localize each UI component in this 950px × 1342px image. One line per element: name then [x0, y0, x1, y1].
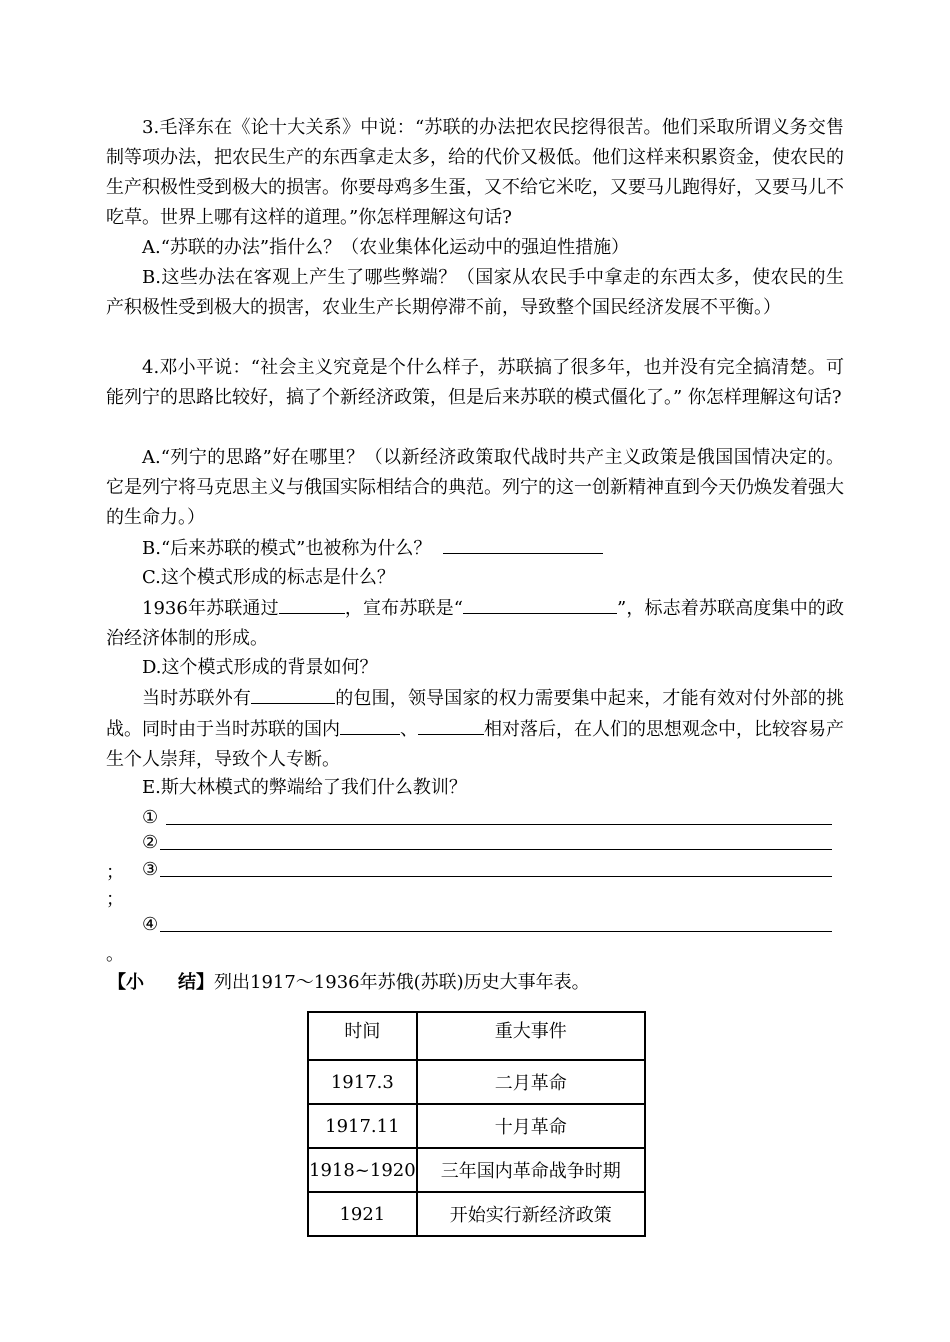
lesson-tail-2: ； [106, 889, 124, 910]
table-row [308, 1148, 645, 1192]
d-fill-part-4: 相对落后，在人们的思想观念中，比较容易产生个人崇拜，导致个人专断。 [106, 719, 844, 770]
question-4-c: C.这个模式形成的标志是什么？ [142, 567, 395, 588]
cell-event: 开始实行新经济政策 [417, 1192, 645, 1236]
question-4-b-text: B.“后来苏联的模式”也被称为什么？ [142, 538, 432, 559]
cell-event: 三年国内革命战争时期 [417, 1148, 645, 1192]
timeline-table [307, 1011, 646, 1237]
d-fill-part-1: 当时苏联外有 [142, 688, 252, 709]
answer-blank[interactable] [443, 533, 603, 554]
c-fill-part-1: 1936年苏联通过 [142, 598, 279, 619]
answer-rule [160, 849, 832, 850]
question-3-a: A.“苏联的办法”指什么？（农业集体化运动中的强迫性措施） [142, 237, 630, 258]
answer-rule [166, 824, 832, 825]
question-3: 3.毛泽东在《论十大关系》中说：“苏联的办法把农民挖得很苦。他们采取所谓义务交售制等项办法，把农民生产的东西拿走太多，给的代价又极低。他们这样来积累资金，使农民的生产积极性受到极大的损害。你要母鸡多生蛋，又不给它米吃，又要马儿跑得好，又要马儿不吃草。世界上哪有这样的道理。”你怎样理解这句话? [106, 117, 844, 228]
question-4-d: D.这个模式形成的背景如何？ [142, 657, 378, 678]
summary-label-close: 结】 [178, 972, 214, 993]
table-row [308, 1104, 645, 1148]
cell-time: 1917.11 [308, 1104, 417, 1148]
cell-time: 1918~1920 [308, 1148, 417, 1192]
header-time: 时间 [308, 1012, 417, 1060]
answer-rule [160, 876, 832, 877]
question-4-e: E.斯大林模式的弊端给了我们什么教训？ [142, 777, 467, 798]
question-4-d-fill [106, 683, 844, 775]
question-4-a: A.“列宁的思路”好在哪里？（以新经济政策取代战时共产主义政策是俄国国情决定的。它是列宁将马克思主义与俄国实际相结合的典范。列宁的这一创新精神直到今天仍焕发着强大的生命力。） [106, 447, 844, 528]
summary-text: 列出1917～1936年苏俄(苏联)历史大事年表。 [214, 972, 590, 993]
answer-rule [160, 931, 832, 932]
question-4-c-fill [106, 593, 844, 654]
cell-event: 十月革命 [417, 1104, 645, 1148]
question-4: 4.邓小平说：“社会主义究竟是个什么样子，苏联搞了很多年，也并没有完全搞清楚。可能列宁的思路比较好，搞了个新经济政策，但是后来苏联的模式僵化了。” 你怎样理解这句话? [106, 357, 844, 408]
summary-heading [108, 968, 590, 998]
c-fill-part-2: ，宣布苏联是“ [344, 598, 463, 619]
lesson-number: ④ [142, 914, 159, 935]
lesson-number: ① [142, 807, 159, 828]
lesson-line-4[interactable] [142, 910, 832, 940]
lesson-line-3[interactable] [142, 855, 832, 885]
lesson-number: ② [142, 832, 159, 853]
cell-time: 1921 [308, 1192, 417, 1236]
c-fill-part-3: ”，标志着苏联高度集中的政治经济体制的形成。 [106, 598, 845, 649]
table-row [308, 1060, 645, 1104]
answer-blank[interactable] [463, 593, 617, 614]
question-3-b: B.这些办法在客观上产生了哪些弊端？（国家从农民手中拿走的东西太多，使农民的生产积极性受到极大的损害，农业生产长期停滞不前，导致整个国民经济发展不平衡。） [106, 267, 844, 318]
answer-blank[interactable] [418, 714, 484, 735]
lesson-tail-3: 。 [106, 944, 124, 965]
lesson-line-2[interactable] [142, 828, 832, 858]
lesson-tail-1: ； [106, 862, 124, 883]
answer-blank[interactable] [340, 714, 400, 735]
lesson-number: ③ [142, 859, 159, 880]
header-event: 重大事件 [417, 1012, 645, 1060]
answer-blank[interactable] [279, 593, 345, 614]
table-header-row [308, 1012, 645, 1060]
cell-time: 1917.3 [308, 1060, 417, 1104]
cell-event: 二月革命 [417, 1060, 645, 1104]
d-fill-part-3: 、 [400, 719, 418, 740]
table-row [308, 1192, 645, 1236]
summary-label-open: 【小 [108, 972, 144, 993]
d-fill-part-2: 的包围，领导国家的权力需要集中起来，才能有效对付外部的挑战。同时由于当时苏联的国内 [106, 688, 845, 740]
answer-blank[interactable] [251, 683, 335, 704]
question-4-b [106, 533, 844, 564]
